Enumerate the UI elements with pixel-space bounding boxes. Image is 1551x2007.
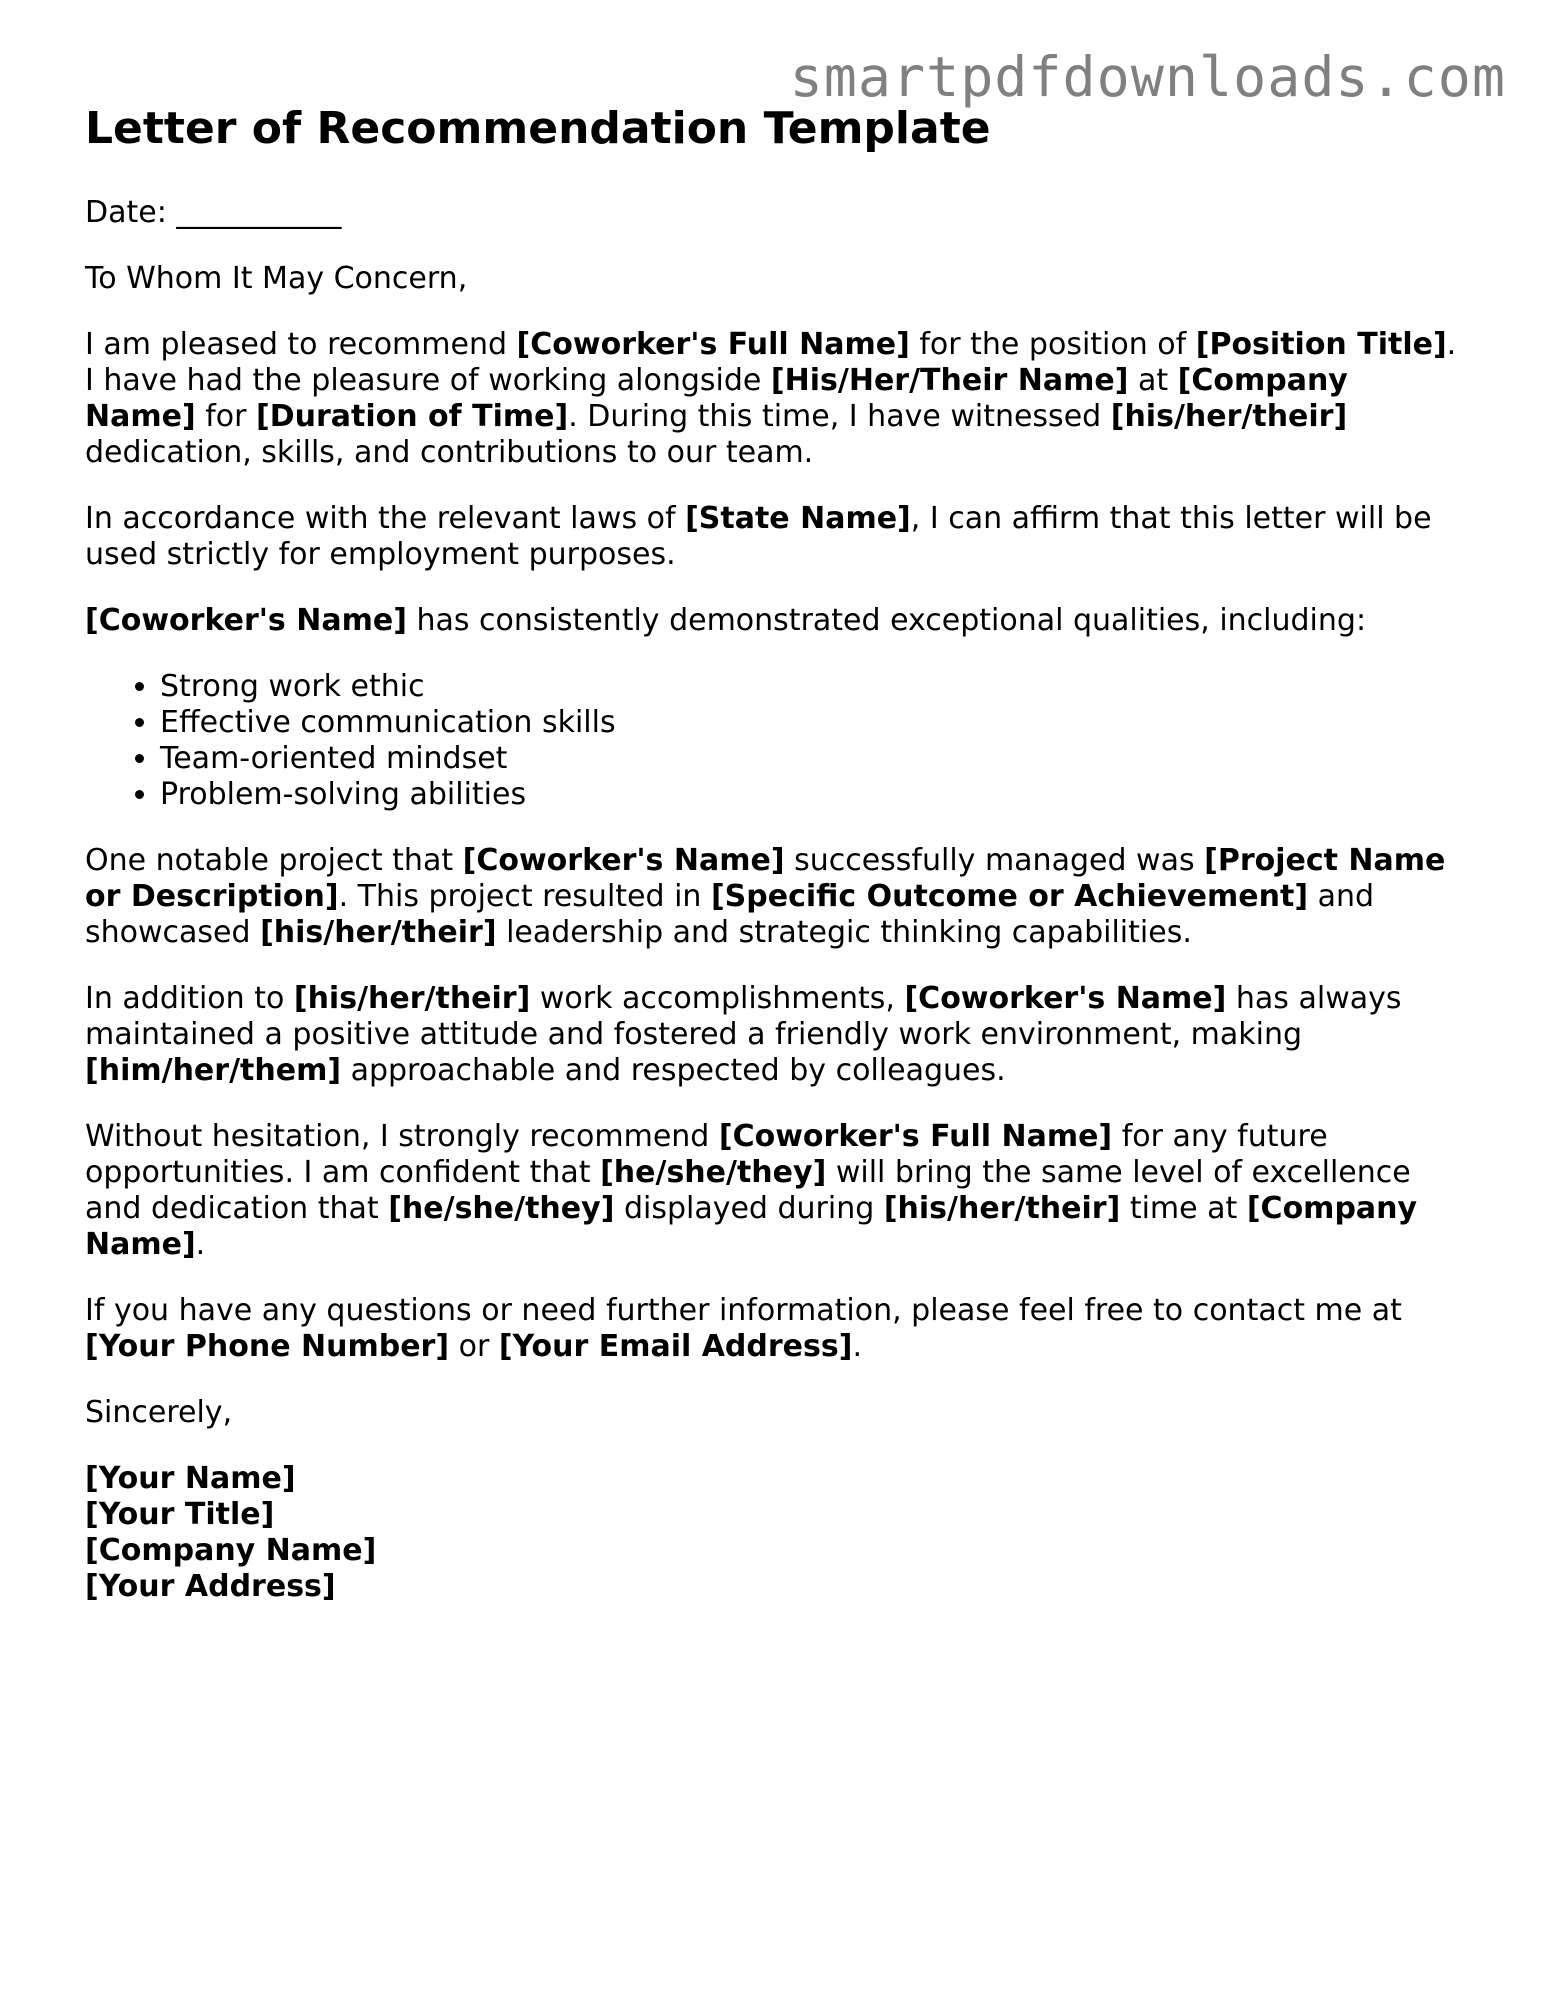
placeholder-coworker-full-name: [Coworker's Full Name] (516, 326, 910, 362)
placeholder-coworker-full-name: [Coworker's Full Name] (718, 1118, 1113, 1154)
text: One notable project that (85, 842, 463, 878)
text: . (852, 1328, 862, 1364)
text: In addition to (85, 980, 294, 1016)
paragraph-qualities-intro (85, 603, 1465, 639)
text: , I can affirm that this letter will be used strictly for employment purposes. (85, 500, 1432, 572)
placeholder-pronoun: [his/her/their] (293, 980, 531, 1016)
placeholder-email-address: [Your Email Address] (498, 1328, 853, 1364)
text: approachable and respected by colleagues. (341, 1052, 1006, 1088)
placeholder-pronoun: [he/she/they] (388, 1190, 615, 1226)
placeholder-company-name: [Company Name] (85, 1190, 1418, 1262)
text: work accomplishments, (530, 980, 905, 1016)
text: will bring the same level of excellence and dedication that (85, 1154, 1411, 1226)
date-label: Date: (85, 194, 167, 230)
text: dedication, skills, and contributions to our team. (85, 434, 814, 470)
placeholder-position-title: [Position Title] (1195, 326, 1447, 362)
text: time at (1120, 1190, 1247, 1226)
list-item: • Problem-solving abilities (160, 777, 1465, 813)
paragraph-introduction (85, 327, 1465, 471)
paragraph-legal (85, 501, 1465, 573)
text: for (195, 398, 256, 434)
closing: Sincerely, (85, 1394, 233, 1430)
placeholder-pronoun: [his/her/their] (260, 914, 497, 950)
text: . I have had the pleasure of working alongside (85, 326, 1457, 398)
list-item: • Team-oriented mindset (160, 741, 1465, 777)
placeholder-pronoun: [his/her/their] (1110, 398, 1348, 434)
text: . This project resulted in (338, 878, 711, 914)
placeholder-pronoun: [he/she/they] (600, 1154, 827, 1190)
placeholder-coworker-name: [Coworker's Name] (85, 602, 407, 638)
paragraph-recommendation (85, 1119, 1465, 1263)
text: successfully managed was (784, 842, 1205, 878)
text: If you have any questions or need further information, please feel free to contact me at (85, 1292, 1402, 1328)
placeholder-coworker-name: [Coworker's Name] (904, 980, 1227, 1016)
text: has always maintained a positive attitude and fostered a friendly work environment, making (85, 980, 1402, 1052)
text: for the position of (909, 326, 1196, 362)
date-blank: ___________ (176, 194, 342, 230)
signature-block (85, 1461, 1465, 1605)
text: . During this time, I have witnessed (568, 398, 1111, 434)
date-line (85, 195, 1465, 231)
page-title: Letter of Recommendation Template (85, 103, 991, 154)
paragraph-attitude (85, 981, 1465, 1089)
placeholder-phone-number: [Your Phone Number] (85, 1328, 450, 1364)
signature-company: [Company Name] (85, 1532, 377, 1568)
text: leadership and strategic thinking capabilities. (496, 914, 1192, 950)
placeholder-pronoun: [his/her/their] (883, 1190, 1121, 1226)
placeholder-coworker-name: [Coworker's Name] (462, 842, 785, 878)
paragraph-project (85, 843, 1465, 951)
text: . (195, 1226, 206, 1262)
placeholder-company-name: [Company Name] (85, 362, 1348, 434)
signature-name: [Your Name] (85, 1460, 296, 1496)
placeholder-duration: [Duration of Time] (256, 398, 569, 434)
watermark: smartpdfdownloads.com (789, 45, 1506, 109)
salutation: To Whom It May Concern, (85, 260, 468, 296)
text: and showcased (85, 878, 1375, 950)
text: In accordance with the relevant laws of (85, 500, 686, 536)
list-item: • Strong work ethic (160, 669, 1465, 705)
paragraph-contact (85, 1293, 1465, 1365)
placeholder-name: [His/Her/Their Name] (770, 362, 1129, 398)
signature-address: [Your Address] (85, 1568, 336, 1604)
placeholder-pronoun: [him/her/them] (85, 1052, 342, 1088)
text: or (449, 1328, 499, 1364)
placeholder-outcome: [Specific Outcome or Achievement] (710, 878, 1309, 914)
placeholder-project: [Project Name or Description] (85, 842, 1446, 914)
text: for any future opportunities. I am confident that (85, 1118, 1328, 1190)
list-item: • Effective communication skills (160, 705, 1465, 741)
letter-document (85, 104, 1465, 1635)
text: Without hesitation, I strongly recommend (85, 1118, 719, 1154)
qualities-list (85, 669, 1465, 813)
signature-title: [Your Title] (85, 1496, 275, 1532)
text: displayed during (614, 1190, 884, 1226)
text: at (1128, 362, 1178, 398)
text: has consistently demonstrated exceptional qualities, including: (406, 602, 1367, 638)
placeholder-state-name: [State Name] (685, 500, 911, 536)
text: I am pleased to recommend (85, 326, 517, 362)
